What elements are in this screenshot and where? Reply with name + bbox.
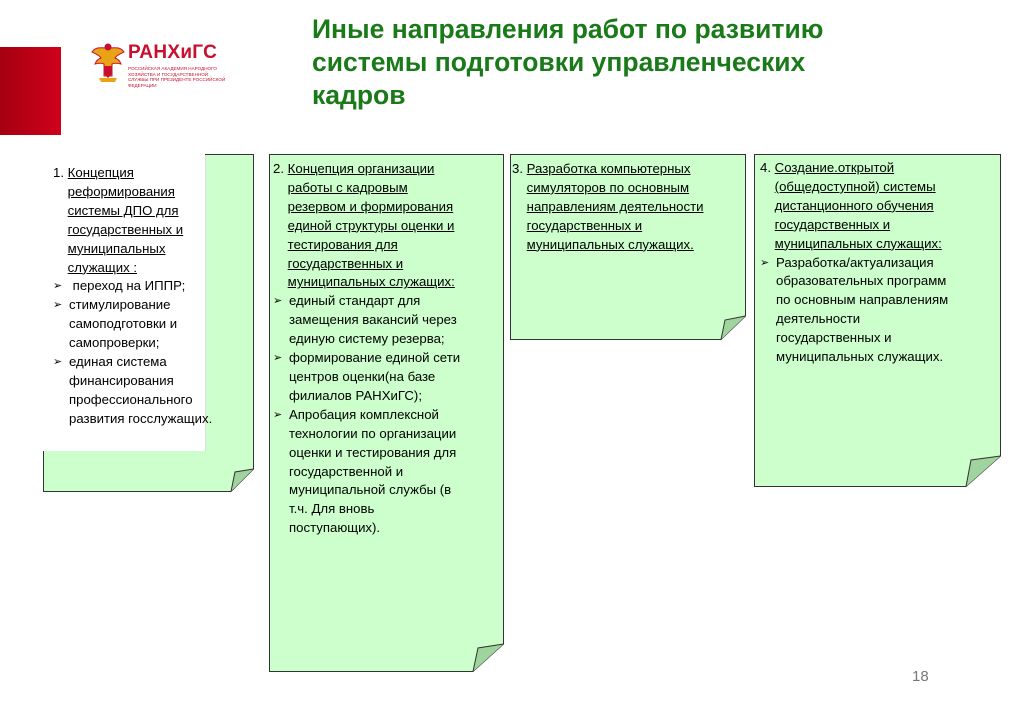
list-item: ➢ переход на ИППР; xyxy=(53,277,221,296)
card-4-bullets xyxy=(760,254,956,367)
arrow-bullet-icon: ➢ xyxy=(53,280,63,293)
list-item: ➢ стимулирование самоподготовки и самопроверки; xyxy=(53,296,221,353)
direction-card-3 xyxy=(510,154,746,340)
list-item: ➢ Апробация комплексной технологии по организации оценки и тестирования для государственной и муниципальной службы (в т.ч. Для вновь поступающих). xyxy=(273,406,469,538)
arrow-bullet-icon: ➢ xyxy=(53,356,63,369)
list-item: ➢ формирование единой сети центров оценки(на базе филиалов РАНХиГС); xyxy=(273,349,469,406)
list-item: ➢ единая система финансирования профессионального развития госслужащих. xyxy=(53,353,221,429)
direction-card-1 xyxy=(43,154,254,492)
card-1-heading: 1. Концепция реформирования системы ДПО для государственных и муниципальных служащих : xyxy=(53,165,184,275)
eagle-emblem-icon xyxy=(90,42,126,84)
direction-card-4 xyxy=(754,154,1001,487)
arrow-bullet-icon: ➢ xyxy=(53,299,63,312)
page-number: 18 xyxy=(912,668,929,685)
arrow-bullet-icon: ➢ xyxy=(273,352,283,365)
ranepa-logo xyxy=(90,42,230,88)
direction-card-2 xyxy=(269,154,504,672)
logo-subtitle: РОССИЙСКАЯ АКАДЕМИЯ НАРОДНОГО ХОЗЯЙСТВА И ГОСУДАРСТВЕННОЙ СЛУЖБЫ ПРИ ПРЕЗИДЕНТЕ РОССИЙСКОЙ ФЕДЕРАЦИИ xyxy=(128,66,226,88)
logo-name: РАНХиГС xyxy=(128,42,218,63)
card-1-bullets xyxy=(53,277,221,428)
card-2-bullets xyxy=(273,292,469,538)
list-item: ➢ единый стандарт для замещения вакансий через единую систему резерва; xyxy=(273,292,469,349)
red-accent-bar xyxy=(0,47,61,135)
card-3-heading: 3. Разработка компьютерных симуляторов по основным направлениям деятельности государственных и муниципальных служащих. xyxy=(512,161,704,252)
card-4-heading: 4. Создание.открытой (общедоступной) системы дистанционного обучения государственных и муниципальных служащих: xyxy=(760,160,942,251)
arrow-bullet-icon: ➢ xyxy=(273,408,283,421)
page-title: Иные направления работ по развитию системы подготовки управленческих кадров xyxy=(312,14,824,110)
arrow-bullet-icon: ➢ xyxy=(273,295,283,308)
list-item: ➢ Разработка/актуализация образовательных программ по основным направлениям деятельности государственных и муниципальных служащих. xyxy=(760,254,956,367)
arrow-bullet-icon: ➢ xyxy=(760,256,770,269)
card-2-heading: 2. Концепция организации работы с кадровым резервом и формирования единой структуры оценки и тестирования для государственных и муниципальных служащих: xyxy=(273,161,455,290)
